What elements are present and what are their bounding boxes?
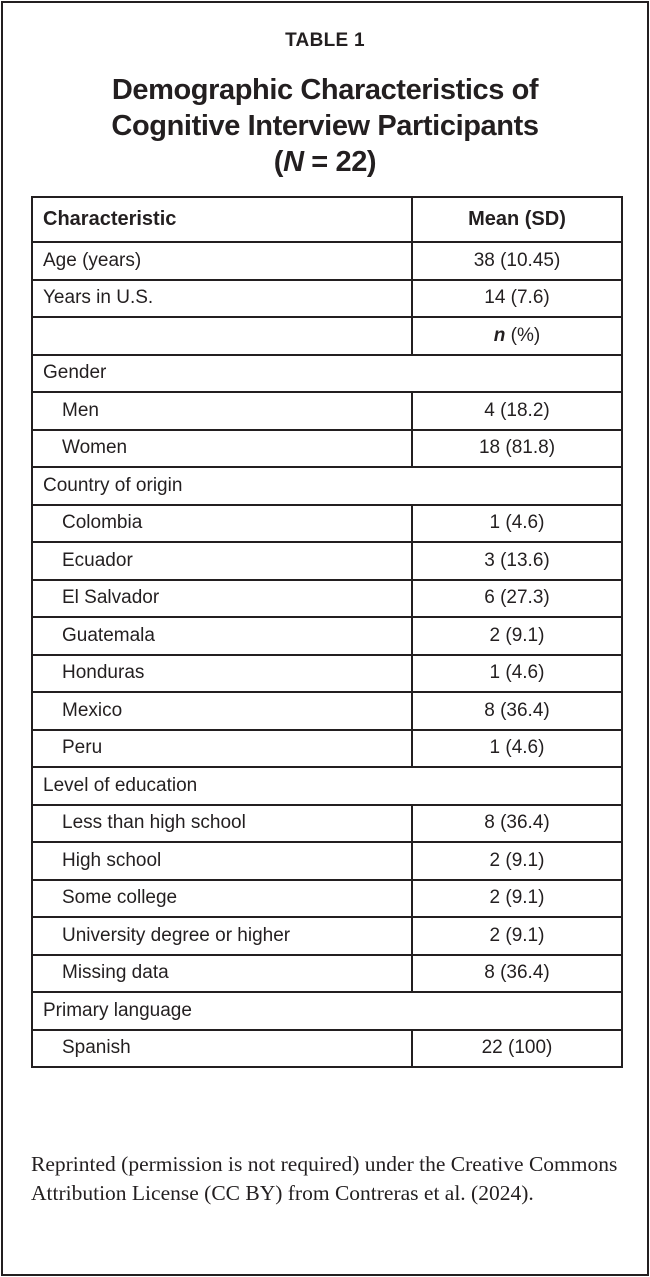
- header-n-percent: [412, 317, 622, 355]
- table-body: [32, 242, 622, 1067]
- n-variable: n: [493, 324, 506, 346]
- categorical-header-row: [32, 317, 622, 355]
- row-label: Peru: [32, 730, 412, 768]
- row-value: 1 (4.6): [412, 505, 622, 543]
- table-row: [32, 505, 622, 543]
- table-row: [32, 392, 622, 430]
- row-value: 8 (36.4): [412, 805, 622, 843]
- table-row: [32, 580, 622, 618]
- table-row: [32, 692, 622, 730]
- group-row: [32, 992, 622, 1030]
- row-label: Honduras: [32, 655, 412, 693]
- row-value: 2 (9.1): [412, 617, 622, 655]
- row-label: Some college: [32, 880, 412, 918]
- row-label: Ecuador: [32, 542, 412, 580]
- row-value: 8 (36.4): [412, 692, 622, 730]
- title-line-2: Cognitive Interview Participants: [111, 110, 539, 142]
- row-label: Less than high school: [32, 805, 412, 843]
- row-label: Years in U.S.: [32, 280, 412, 318]
- title-line-1: Demographic Characteristics of: [111, 74, 539, 106]
- row-value: 2 (9.1): [412, 917, 622, 955]
- table-row: [32, 842, 622, 880]
- table-row: [32, 655, 622, 693]
- row-label: Men: [32, 392, 412, 430]
- table-row: [32, 1030, 622, 1068]
- table-row: [32, 917, 622, 955]
- title-paren: (: [273, 146, 284, 178]
- row-value: 38 (10.45): [412, 242, 622, 280]
- group-row: [32, 355, 622, 393]
- table-row: [32, 430, 622, 468]
- row-value: 8 (36.4): [412, 955, 622, 993]
- row-value: 2 (9.1): [412, 880, 622, 918]
- header-row: [32, 197, 622, 242]
- row-value: 3 (13.6): [412, 542, 622, 580]
- table-row: [32, 280, 622, 318]
- table-label: TABLE 1: [285, 30, 365, 51]
- row-label: Missing data: [32, 955, 412, 993]
- title-line-3: [0, 144, 650, 180]
- group-label: Country of origin: [32, 467, 622, 505]
- row-label: High school: [32, 842, 412, 880]
- table-row: [32, 542, 622, 580]
- table-row: [32, 880, 622, 918]
- row-value: 4 (18.2): [412, 392, 622, 430]
- table-row: [32, 955, 622, 993]
- percent-label: (%): [505, 324, 541, 346]
- title-n-variable: N: [283, 146, 304, 178]
- table-title: [0, 72, 650, 180]
- row-value: 1 (4.6): [412, 730, 622, 768]
- row-label: Colombia: [32, 505, 412, 543]
- row-label: Women: [32, 430, 412, 468]
- row-label: El Salvador: [32, 580, 412, 618]
- row-value: 22 (100): [412, 1030, 622, 1068]
- header-characteristic: Characteristic: [32, 197, 412, 242]
- group-label: Level of education: [32, 767, 622, 805]
- demographics-table: [31, 196, 623, 1068]
- group-row: [32, 767, 622, 805]
- row-label: Spanish: [32, 1030, 412, 1068]
- group-row: [32, 467, 622, 505]
- row-value: 2 (9.1): [412, 842, 622, 880]
- table-row: [32, 805, 622, 843]
- footnote: Reprinted (permission is not required) under the Creative Commons Attribution License (CC BY) from Contreras et al. (2024).: [31, 1152, 618, 1205]
- empty-cell: [32, 317, 412, 355]
- row-value: 6 (27.3): [412, 580, 622, 618]
- group-label: Primary language: [32, 992, 622, 1030]
- row-value: 18 (81.8): [412, 430, 622, 468]
- row-label: University degree or higher: [32, 917, 412, 955]
- row-value: 14 (7.6): [412, 280, 622, 318]
- row-label: Age (years): [32, 242, 412, 280]
- row-value: 1 (4.6): [412, 655, 622, 693]
- row-label: Guatemala: [32, 617, 412, 655]
- header-mean-sd: Mean (SD): [412, 197, 622, 242]
- row-label: Mexico: [32, 692, 412, 730]
- table-row: [32, 617, 622, 655]
- title-n-value: = 22): [303, 146, 377, 178]
- table-row: [32, 242, 622, 280]
- table-row: [32, 730, 622, 768]
- group-label: Gender: [32, 355, 622, 393]
